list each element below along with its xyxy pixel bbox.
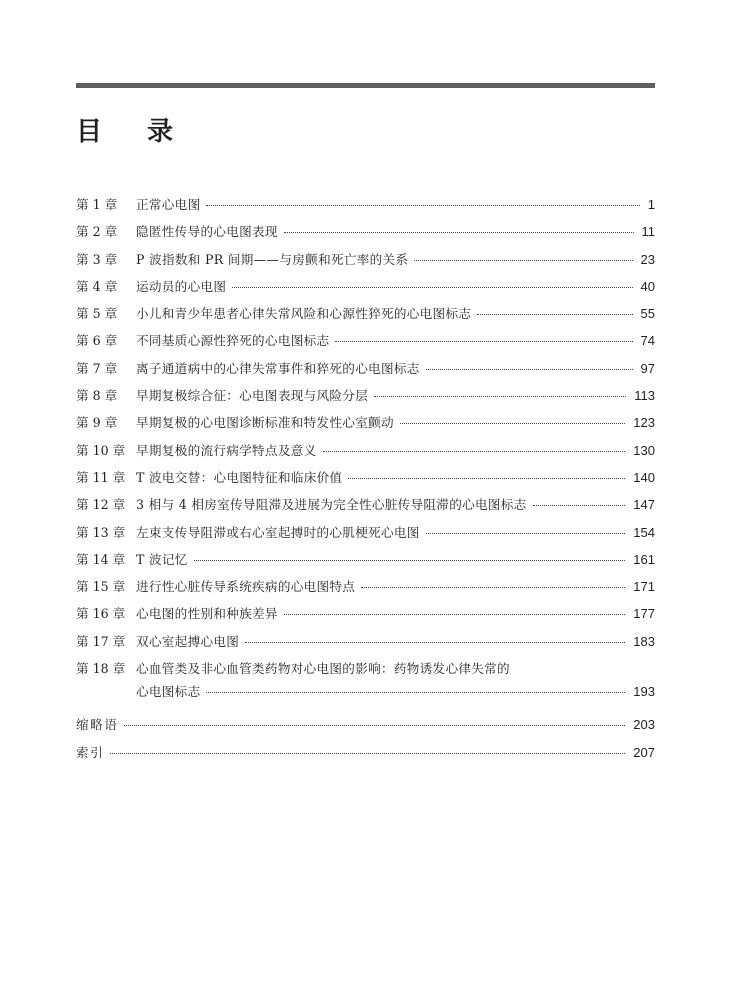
header-rule [76, 83, 655, 88]
chapter-number: 第 4 章 [76, 278, 118, 294]
chapter-number: 第 14 章 [76, 551, 126, 567]
dot-leader [206, 692, 625, 693]
toc-entry-chapter-11[interactable] [76, 463, 655, 490]
table-of-contents [76, 190, 655, 765]
page-number: 1 [647, 197, 655, 212]
chapter-title: 早期复极综合征：心电图表现与风险分层 [136, 388, 369, 404]
toc-entry-chapter-17[interactable] [76, 627, 655, 654]
toc-entry-chapter-13[interactable] [76, 518, 655, 545]
toc-entry-index[interactable] [76, 738, 655, 765]
dot-leader [232, 287, 632, 288]
dot-leader [284, 614, 625, 615]
page-number: 123 [633, 415, 655, 431]
dot-leader [206, 205, 639, 206]
chapter-title: T 波记忆 [136, 551, 188, 567]
chapter-title-cont: 心电图标志 [136, 684, 201, 700]
page-number: 113 [634, 388, 655, 404]
toc-entry-chapter-12[interactable] [76, 490, 655, 517]
chapter-title: T 波电交替：心电图特征和临床价值 [136, 469, 343, 485]
page-number: 193 [633, 684, 655, 700]
dot-leader [374, 396, 626, 397]
chapter-title: 心血管类及非心血管类药物对心电图的影响：药物诱发心律失常的 [136, 661, 510, 677]
toc-entry-abbreviations[interactable] [76, 710, 655, 737]
chapter-title: 隐匿性传导的心电图表现 [136, 224, 278, 240]
toc-entry-chapter-7[interactable] [76, 354, 655, 381]
chapter-number: 第 7 章 [76, 360, 118, 376]
toc-entry-chapter-4[interactable] [76, 272, 655, 299]
dot-leader [348, 478, 625, 479]
page-number: 161 [633, 551, 655, 567]
chapter-number: 第 11 章 [76, 469, 126, 485]
page-number: 11 [641, 224, 655, 240]
chapter-title: 不同基质心源性猝死的心电图标志 [136, 333, 330, 349]
chapter-number: 第 9 章 [76, 415, 118, 431]
page-number: 177 [633, 606, 655, 622]
page-number: 147 [633, 497, 655, 513]
dot-leader [414, 260, 632, 261]
page-title: 目 录 [76, 117, 192, 147]
toc-entry-chapter-18-cont[interactable] [76, 681, 655, 710]
chapter-number: 第 10 章 [76, 442, 126, 458]
chapter-number: 第 8 章 [76, 388, 118, 404]
dot-leader [477, 314, 632, 315]
page-number: 97 [640, 360, 655, 376]
chapter-title: 离子通道病中的心律失常事件和猝死的心电图标志 [136, 360, 420, 376]
dot-leader [335, 341, 632, 342]
page-number: 183 [633, 633, 655, 649]
dot-leader [426, 533, 626, 534]
dot-leader [426, 369, 633, 370]
dot-leader [194, 560, 626, 561]
toc-entry-chapter-9[interactable] [76, 408, 655, 435]
page-number: 130 [633, 442, 655, 458]
chapter-number: 第 15 章 [76, 579, 126, 595]
section-title: 缩略语 [76, 717, 119, 733]
chapter-title: 左束支传导阻滞或右心室起搏时的心肌梗死心电图 [136, 524, 420, 540]
dot-leader [533, 505, 626, 506]
toc-entry-chapter-10[interactable] [76, 436, 655, 463]
chapter-number: 第 2 章 [76, 224, 118, 240]
dot-leader [361, 587, 625, 588]
chapter-number: 第 17 章 [76, 633, 126, 649]
dot-leader [110, 753, 625, 754]
page-number: 23 [640, 251, 655, 267]
chapter-number: 第 16 章 [76, 606, 126, 622]
page-number: 154 [633, 524, 655, 540]
dot-leader [323, 451, 626, 452]
toc-entry-chapter-1[interactable] [76, 190, 655, 217]
dot-leader [245, 642, 625, 643]
toc-entry-chapter-2[interactable] [76, 217, 655, 244]
chapter-title: 正常心电图 [136, 197, 201, 212]
dot-leader [400, 423, 625, 424]
chapter-number: 第 18 章 [76, 661, 126, 677]
chapter-title: 早期复极的流行病学特点及意义 [136, 442, 317, 458]
toc-entry-chapter-16[interactable] [76, 599, 655, 626]
chapter-title: 3 相与 4 相房室传导阻滞及进展为完全性心脏传导阻滞的心电图标志 [136, 497, 527, 513]
chapter-title: 双心室起搏心电图 [136, 633, 240, 649]
page-number: 140 [633, 469, 655, 485]
chapter-title: 小儿和青少年患者心律失常风险和心源性猝死的心电图标志 [136, 306, 472, 322]
page-number: 74 [640, 333, 655, 349]
chapter-title: 进行性心脏传导系统疾病的心电图特点 [136, 579, 356, 595]
chapter-number: 第 13 章 [76, 524, 126, 540]
page-number: 40 [640, 278, 655, 294]
chapter-number: 第 6 章 [76, 333, 118, 349]
chapter-title: 心电图的性别和种族差异 [136, 606, 278, 622]
toc-entry-chapter-8[interactable] [76, 381, 655, 408]
toc-entry-chapter-6[interactable] [76, 326, 655, 353]
page-number: 55 [640, 306, 655, 322]
toc-entry-chapter-18[interactable] [76, 654, 655, 681]
page-number: 207 [633, 744, 655, 760]
page-number: 203 [633, 717, 655, 733]
chapter-number: 第 12 章 [76, 497, 126, 513]
page-number: 171 [633, 579, 655, 595]
dot-leader [284, 232, 634, 233]
chapter-title: 早期复极的心电图诊断标准和特发性心室颤动 [136, 415, 394, 431]
toc-entry-chapter-14[interactable] [76, 545, 655, 572]
toc-entry-chapter-5[interactable] [76, 299, 655, 326]
toc-entry-chapter-15[interactable] [76, 572, 655, 599]
chapter-title: 运动员的心电图 [136, 278, 227, 294]
chapter-number: 第 5 章 [76, 306, 118, 322]
chapter-number: 第 3 章 [76, 251, 118, 267]
dot-leader [124, 725, 625, 726]
toc-entry-chapter-3[interactable] [76, 245, 655, 272]
section-title: 索引 [76, 744, 105, 760]
chapter-title: P 波指数和 PR 间期——与房颤和死亡率的关系 [136, 251, 409, 267]
chapter-number: 第 1 章 [76, 197, 118, 212]
